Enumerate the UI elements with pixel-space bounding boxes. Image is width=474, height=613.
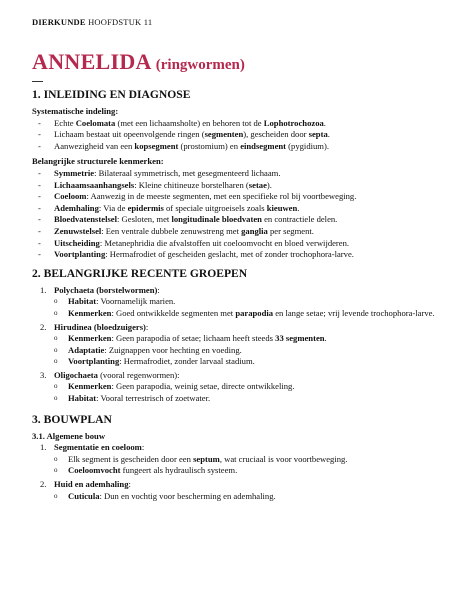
group-name: Huid en ademhaling — [54, 479, 129, 490]
bold-term: Ademhaling — [54, 202, 99, 213]
text-run: . — [297, 202, 300, 213]
bold-term: Kenmerken — [68, 381, 112, 392]
list-item — [32, 238, 448, 250]
circle-bullet-icon: o — [54, 345, 58, 354]
sub-list — [32, 333, 448, 368]
text-run: : Metanephridia die afvalstoffen uit coeloomvocht en bloed verwijderen. — [99, 237, 350, 248]
sub-list-item — [32, 454, 448, 466]
bold-term: parapodia — [235, 307, 274, 318]
circle-bullet-icon: o — [54, 394, 58, 403]
sub-list-item — [32, 296, 448, 308]
dash-marker: - — [38, 129, 41, 140]
group-name: Segmentatie en coeloom — [54, 442, 142, 453]
groups-list — [32, 285, 448, 405]
title-divider — [32, 81, 43, 82]
text-run: . — [323, 117, 326, 128]
number-marker: 1. — [40, 284, 47, 295]
text-run: : Zuignappen voor hechting en voeding. — [104, 344, 242, 355]
list-item — [32, 118, 448, 130]
text-run: : Aanwezig in de meeste segmenten, met een specifieke rol bij voortbeweging. — [86, 191, 357, 202]
list-item — [32, 226, 448, 238]
circle-bullet-icon: o — [54, 491, 58, 500]
text-run: fungeert als hydraulisch systeem. — [120, 465, 238, 476]
group-name: Polychaeta (borstelwormen) — [54, 284, 158, 295]
bold-term: Lichaamsaanhangsels — [54, 179, 135, 190]
text-run: : Een ventrale dubbele zenuwstreng met — [101, 225, 242, 236]
dash-marker: - — [38, 202, 41, 213]
page-title — [32, 40, 245, 77]
header-chapter: HOOFDSTUK 11 — [88, 17, 153, 27]
text-run: : Dun en vochtig voor bescherming en ademhaling. — [99, 490, 276, 501]
section-3-heading: 3. BOUWPLAN — [32, 412, 112, 426]
group-item — [32, 285, 448, 297]
list-item — [32, 191, 448, 203]
list-item — [32, 214, 448, 226]
bold-term: Kenmerken — [68, 333, 112, 344]
circle-bullet-icon: o — [54, 382, 58, 391]
sub-list-item — [32, 491, 448, 503]
text-run: : Hermafrodiet, zonder larvaal stadium. — [119, 356, 255, 367]
bold-term: ganglia — [241, 225, 268, 236]
header-subject: DIERKUNDE — [32, 17, 86, 27]
bold-term: septum — [193, 453, 220, 464]
subsection-3-1-heading: 3.1. Algemene bouw — [32, 430, 106, 441]
systematics-label: Systematische indeling: — [32, 106, 119, 116]
group-item — [32, 442, 448, 454]
group-name-suffix: (vooral regenwormen): — [97, 369, 180, 380]
number-marker: 2. — [40, 321, 47, 332]
text-run: per segment. — [267, 225, 314, 236]
text-run: ), gescheiden door — [243, 129, 309, 140]
bold-term: septa — [308, 129, 328, 140]
dash-marker: - — [38, 225, 41, 236]
bold-term: Lophotrochozoa — [263, 117, 324, 128]
circle-bullet-icon: o — [54, 357, 58, 366]
bold-term: Habitat — [68, 393, 97, 404]
sub-list — [32, 296, 448, 319]
sub-list-item — [32, 345, 448, 357]
dash-marker: - — [38, 117, 41, 128]
text-run: Aanwezigheid van een — [54, 140, 135, 151]
dash-marker: - — [38, 140, 41, 151]
list-item — [32, 168, 448, 180]
text-run: , wat cruciaal is voor voortbeweging. — [219, 453, 348, 464]
number-marker: 3. — [40, 369, 47, 380]
group-name: Hirudinea (bloedzuigers) — [54, 321, 146, 332]
text-run: : Bilateraal symmetrisch, met gesegmenteerd lichaam. — [94, 167, 281, 178]
text-run: : Vooral terrestrisch of zoetwater. — [96, 393, 211, 404]
number-marker: 1. — [40, 442, 47, 453]
text-run: : Kleine chitineuze borstelharen ( — [134, 179, 249, 190]
dash-marker: - — [38, 191, 41, 202]
group-name-suffix: : — [157, 284, 160, 295]
section-2-heading: 2. BELANGRIJKE RECENTE GROEPEN — [32, 266, 248, 280]
group-item — [32, 479, 448, 491]
group-item — [32, 322, 448, 334]
sub-list-item — [32, 333, 448, 345]
list-item — [32, 141, 448, 153]
bold-term: Coelomata — [75, 117, 116, 128]
text-run: : Via de — [98, 202, 128, 213]
circle-bullet-icon: o — [54, 466, 58, 475]
bold-term: Kenmerken — [68, 307, 112, 318]
bold-term: Voortplanting — [68, 356, 120, 367]
title-main: ANNELIDA — [32, 49, 152, 74]
bold-term: Coeloomvocht — [68, 465, 121, 476]
bold-term: longitudinale bloedvaten — [171, 214, 262, 225]
text-run: . — [327, 129, 330, 140]
bold-term: Bloedvatenstelsel — [54, 214, 118, 225]
group-name-suffix: : — [128, 479, 131, 490]
sub-list-item — [32, 356, 448, 368]
text-run: : Voornamelijk marien. — [96, 296, 176, 307]
bouwplan-list — [32, 442, 448, 502]
text-run: Elk segment is gescheiden door een — [68, 453, 194, 464]
text-run: en contractiele delen. — [261, 214, 338, 225]
document-body — [32, 88, 448, 504]
number-marker: 2. — [40, 479, 47, 490]
sub-list-item — [32, 393, 448, 405]
bold-term: kopsegment — [134, 140, 179, 151]
bold-term: Adaptatie — [68, 344, 105, 355]
text-run: : Geen parapodia, weinig setae, directe ontwikkeling. — [111, 381, 295, 392]
text-run: : Goed ontwikkelde segmenten met — [111, 307, 236, 318]
dash-marker: - — [38, 237, 41, 248]
text-run: : Hermafrodiet of gescheiden geslacht, met of zonder trochophora-larve. — [105, 249, 354, 260]
dash-marker: - — [38, 214, 41, 225]
list-item — [32, 249, 448, 261]
list-item — [32, 129, 448, 141]
circle-bullet-icon: o — [54, 334, 58, 343]
sub-list-item — [32, 381, 448, 393]
dash-marker: - — [38, 167, 41, 178]
title-sub: (ringwormen) — [155, 57, 245, 73]
text-run: (prostomium) en — [178, 140, 241, 151]
bold-term: kieuwen — [266, 202, 298, 213]
features-list — [32, 168, 448, 261]
running-header — [32, 17, 152, 27]
text-run: : Gesloten, met — [117, 214, 172, 225]
text-run: of speciale uitgroeisels zoals — [163, 202, 267, 213]
group-item — [32, 370, 448, 382]
bold-term: Zenuwstelsel — [54, 225, 102, 236]
bold-term: Cuticula — [68, 490, 100, 501]
text-run: Echte — [54, 117, 76, 128]
bold-term: epidermis — [127, 202, 164, 213]
text-run: : Geen parapodia of setae; lichaam heeft steeds — [111, 333, 276, 344]
section-1-heading: 1. INLEIDING EN DIAGNOSE — [32, 88, 191, 101]
dash-marker: - — [38, 179, 41, 190]
sub-list — [32, 454, 448, 477]
group-name-suffix: : — [145, 321, 149, 332]
circle-bullet-icon: o — [54, 454, 58, 463]
bold-term: eindsegment — [240, 140, 287, 151]
text-run: ). — [266, 179, 272, 190]
list-item — [32, 180, 448, 192]
text-run: Lichaam bestaat uit opeenvolgende ringen ( — [54, 129, 205, 140]
text-run: (met een lichaamsholte) en behoren tot de — [115, 117, 264, 128]
bold-term: Voortplanting — [54, 249, 106, 260]
list-item — [32, 203, 448, 215]
text-run: . — [324, 333, 327, 344]
text-run: en lange setae; vrij levende trochophora-larve. — [273, 307, 435, 318]
group-name: Oligochaeta — [54, 369, 98, 380]
text-run: (pygidium). — [286, 140, 329, 151]
circle-bullet-icon: o — [54, 297, 58, 306]
bold-term: setae — [248, 179, 267, 190]
bold-term: Uitscheiding — [54, 237, 100, 248]
dash-marker: - — [38, 249, 41, 260]
features-label: Belangrijke structurele kenmerken: — [32, 156, 164, 167]
sub-list — [32, 381, 448, 404]
sub-list-item — [32, 465, 448, 477]
bold-term: Habitat — [68, 296, 97, 307]
bold-term: segmenten — [204, 129, 244, 140]
circle-bullet-icon: o — [54, 308, 58, 317]
sub-list — [32, 491, 448, 503]
sub-list-item — [32, 308, 448, 320]
systematics-list — [32, 118, 448, 153]
bold-term: Symmetrie — [54, 167, 95, 178]
group-name-suffix: : — [141, 442, 145, 453]
bold-term: Coeloom — [54, 191, 87, 202]
bold-term: 33 segmenten — [275, 333, 325, 344]
